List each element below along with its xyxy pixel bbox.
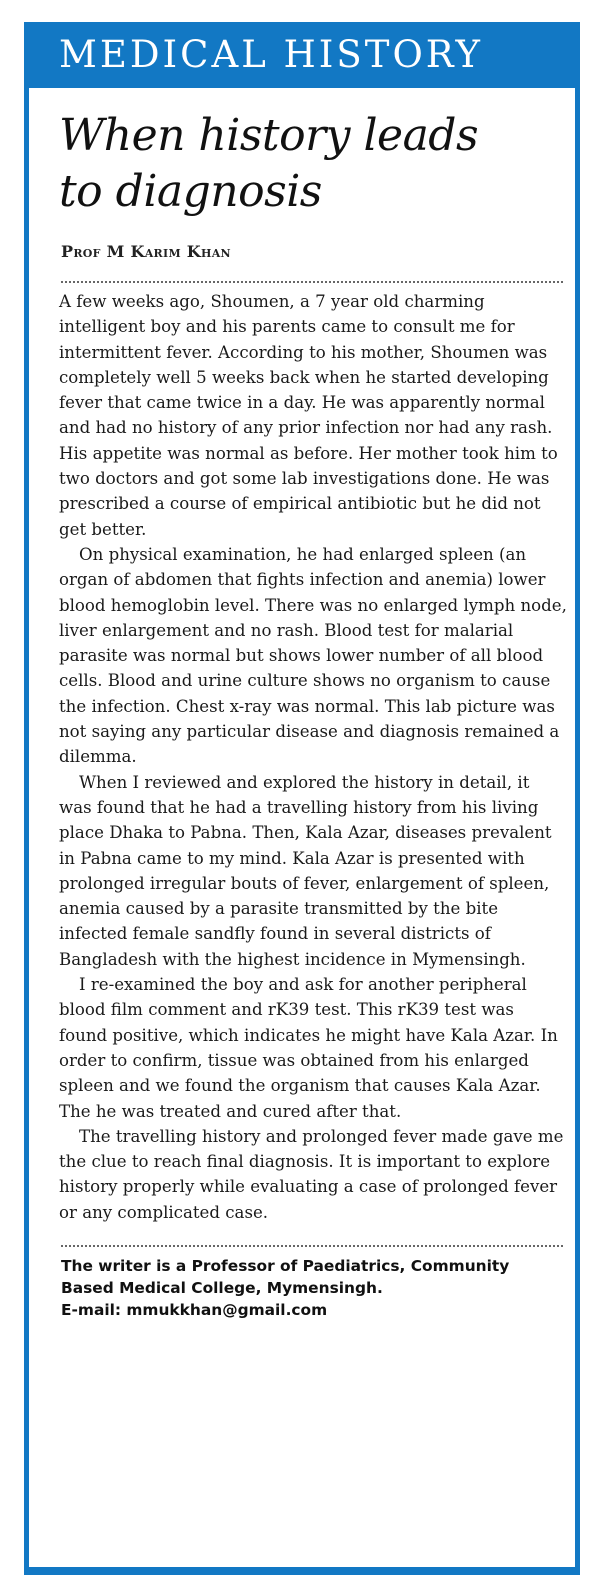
article-headline (29, 88, 575, 220)
paragraph-2: On physical examination, he had enlarged spleen (an organ of abdomen that fights infection and anemia) lower blood hemoglobin level. There was no enlarged lymph node, liver enlargement and no rash. Blood test for malarial parasite was normal but shows lower number of all blood cells. Blood and urine culture shows no organism to cause the infection. Chest x-ray was normal. This lab picture was not saying any particular disease and diagnosis remained a dilemma. (59, 544, 567, 767)
paragraph-1: A few weeks ago, Shoumen, a 7 year old charming intelligent boy and his parents came to consult me for intermittent fever. According to his mother, Shoumen was completely well 5 weeks back when he started developing fever that came twice in a day. He was apparently normal and had no history of any prior infection nor had any rash. His appetite was normal as before. Her mother took him to two doctors and got some lab investigations done. He was prescribed a course of empirical antibiotic but he did not get better. (59, 292, 558, 539)
headline-line-2: to diagnosis (59, 166, 322, 217)
author-byline: Prof M Karim Khan (61, 242, 231, 261)
paragraph-3: When I reviewed and explored the history in detail, it was found that he had a travelling history from his living place Dhaka to Pabna. Then, Kala Azar, diseases prevalent in Pabna came to my mind. Kala Azar is presented with prolonged irregular bouts of fever, enlargement of spleen, anemia caused by a parasite transmitted by the bite infected female sandfly found in several districts of Bangladesh with the highest incidence in Mymensingh. (59, 772, 552, 969)
author-email: E-mail: mmukkhan@gmail.com (61, 1300, 328, 1319)
paragraph-4: I re-examined the boy and ask for another peripheral blood film comment and rK39 test. This rK39 test was found positive, which indicates he might have Kala Azar. In order to confirm, tissue was obtained from his enlarged spleen and we found the organism that causes Kala Azar. The he was treated and cured after that. (59, 975, 558, 1121)
headline-line-1: When history leads (59, 110, 479, 161)
author-note-line-1: The writer is a Professor of Paediatrics, Community (61, 1256, 510, 1275)
section-label: MEDICAL HISTORY (29, 22, 575, 88)
author-note (29, 1247, 575, 1321)
author-note-line-2: Based Medical College, Mymensingh. (61, 1278, 383, 1297)
article-body (29, 283, 575, 1225)
article-frame (24, 22, 580, 1575)
paragraph-5: The travelling history and prolonged fever made gave me the clue to reach final diagnosis. It is important to explore history properly while evaluating a case of prolonged fever or any complicated case. (59, 1126, 564, 1222)
